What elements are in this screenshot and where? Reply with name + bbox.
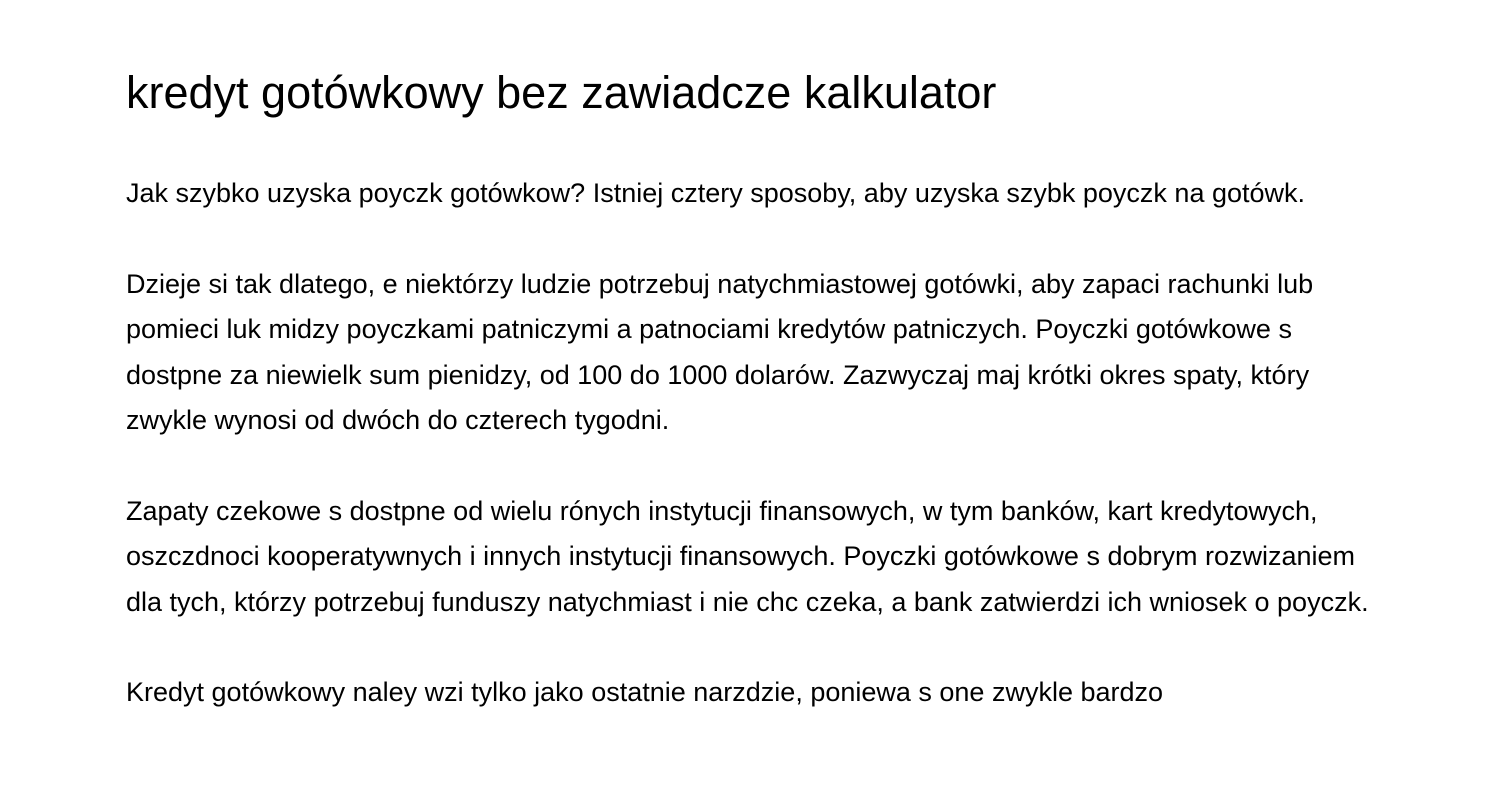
document-title: kredyt gotówkowy bez zawiadcze kalkulator — [126, 67, 997, 118]
paragraph-3: Zapaty czekowe s dostpne od wielu rónych instytucji finansowych, w tym banków, kart kredytowych, oszczdnoci kooperatywnych i innych instytucji finansowych. Poyczki gotówkowe s dobrym rozwizaniem dla tych, którzy potrzebuj funduszy natychmiast i nie chc czeka, a bank zatwierdzi ich wniosek o poyczk. — [126, 495, 1369, 617]
paragraph-1: Jak szybko uzyska poyczk gotówkow? Istniej cztery sposoby, aby uzyska szybk poyczk na gotówk. — [126, 178, 1306, 208]
paragraph-4: Kredyt gotówkowy naley wzi tylko jako ostatnie narzdzie, poniewa s one zwykle bardzo — [126, 677, 1164, 708]
document-page — [126, 0, 1386, 716]
paragraph-2: Dzieje si tak dlatego, e niektórzy ludzie potrzebuj natychmiastowej gotówki, aby zapaci rachunki lub pomieci luk midzy poyczkami patniczymi a patnociami kredytów patniczych. Poyczki gotówkowe s dostpne za niewielk sum pienidzy, od 100 do 1000 dolarów. Zazwyczaj maj krótki okres spaty, który zwykle wynosi od dwóch do czterech tygodni. — [126, 268, 1314, 436]
